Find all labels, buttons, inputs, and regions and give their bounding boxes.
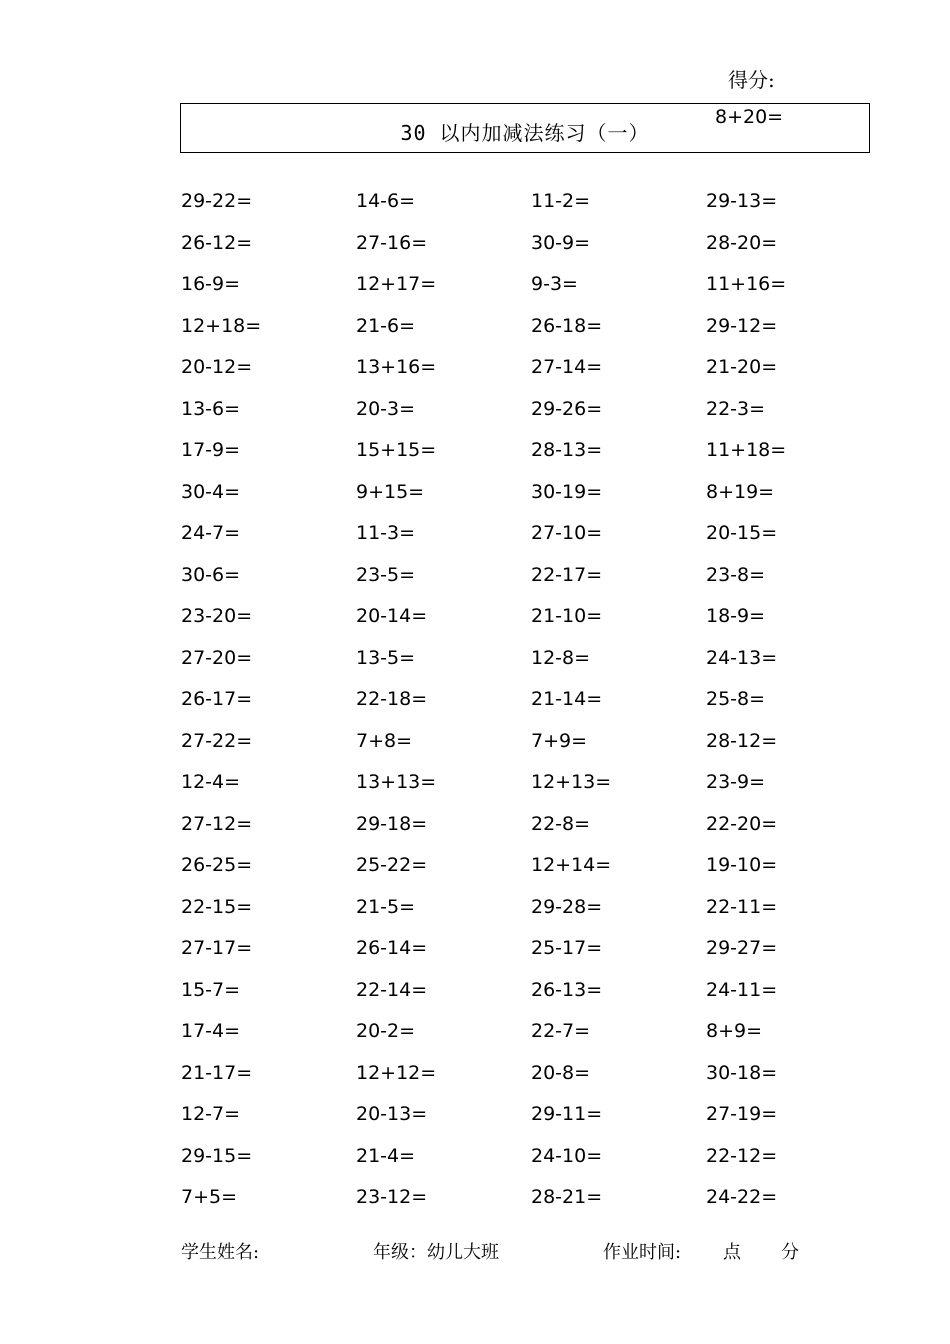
title-box [180,103,870,153]
math-problem: 12+17= [356,273,437,295]
math-problem: 25-22= [356,854,428,876]
math-problem: 28-13= [531,439,603,461]
grade-label: 年级：幼儿大班 [373,1242,499,1263]
math-problem: 12+14= [531,854,612,876]
math-problem: 12-4= [181,771,241,793]
math-problem: 9+15= [356,480,425,503]
math-problem: 20-2= [356,1020,416,1042]
math-problem: 20-13= [356,1103,428,1125]
math-problem: 26-14= [356,937,428,959]
math-problem: 27-20= [181,646,253,669]
problem-grid [181,185,881,1223]
math-problem: 14-6= [356,190,416,212]
problem-row [181,725,881,767]
math-problem: 13-5= [356,646,416,669]
math-problem: 19-10= [706,854,778,876]
minute-label: 分 [781,1242,799,1263]
problem-row [181,974,881,1016]
problem-row [181,351,881,393]
math-problem: 29-12= [706,314,778,337]
math-problem: 8+19= [706,480,775,503]
problem-row [181,559,881,601]
math-problem: 20-3= [356,397,416,420]
math-problem: 28-12= [706,729,778,752]
math-problem: 27-14= [531,356,603,378]
math-problem: 26-25= [181,854,253,876]
math-problem: 29-28= [531,895,603,918]
math-problem: 21-10= [531,605,603,627]
math-problem: 30-19= [531,480,603,503]
math-problem: 21-4= [356,1144,416,1167]
problem-row [181,1140,881,1182]
math-problem: 25-17= [531,937,603,959]
problem-row [181,766,881,808]
math-problem: 29-13= [706,190,778,212]
problem-row [181,227,881,269]
problem-row [181,1181,881,1223]
math-problem: 29-22= [181,190,253,212]
math-problem: 20-14= [356,605,428,627]
math-problem: 25-8= [706,688,766,710]
math-problem: 29-27= [706,937,778,959]
math-problem: 16-9= [181,273,241,295]
math-problem: 27-10= [531,522,603,544]
problem-row [181,891,881,933]
math-problem: 21-20= [706,356,778,378]
math-problem: 24-13= [706,646,778,669]
math-problem: 23-12= [356,1186,428,1208]
math-problem: 26-17= [181,688,253,710]
problem-row [181,434,881,476]
math-problem: 27-19= [706,1103,778,1125]
math-problem: 22-8= [531,812,591,835]
math-problem: 22-15= [181,895,253,918]
math-problem: 21-17= [181,1061,253,1084]
problem-row [181,1015,881,1057]
worksheet-footer [181,1238,871,1266]
math-problem: 8+9= [706,1020,763,1042]
math-problem: 21-5= [356,895,416,918]
math-problem: 28-20= [706,231,778,254]
problem-row [181,1098,881,1140]
math-problem: 21-14= [531,688,603,710]
math-problem: 29-26= [531,397,603,420]
problem-row [181,932,881,974]
math-problem: 24-22= [706,1186,778,1208]
problem-row [181,310,881,352]
hour-label: 点 [723,1242,741,1263]
math-problem: 11+18= [706,439,787,461]
problem-row [181,185,881,227]
math-problem: 7+8= [356,729,413,752]
math-problem: 30-4= [181,480,241,503]
math-problem: 26-13= [531,978,603,1001]
math-problem: 17-9= [181,439,241,461]
math-problem: 18-9= [706,605,766,627]
math-problem: 22-3= [706,397,766,420]
math-problem: 12-7= [181,1103,241,1125]
math-problem: 12+13= [531,771,612,793]
math-problem: 11-2= [531,190,591,212]
math-problem: 24-11= [706,978,778,1001]
math-problem: 22-17= [531,563,603,586]
problem-row [181,1057,881,1099]
math-problem: 27-22= [181,729,253,752]
problem-row [181,517,881,559]
math-problem: 22-14= [356,978,428,1001]
math-problem: 11-3= [356,522,416,544]
problem-row [181,600,881,642]
math-problem: 27-17= [181,937,253,959]
math-problem: 23-8= [706,563,766,586]
math-problem: 30-9= [531,231,591,254]
math-problem: 12+12= [356,1061,437,1084]
math-problem: 17-4= [181,1020,241,1042]
math-problem: 29-18= [356,812,428,835]
math-problem: 21-6= [356,314,416,337]
math-problem: 11+16= [706,273,787,295]
student-name-label: 学生姓名: [181,1242,260,1263]
math-problem: 22-18= [356,688,428,710]
math-problem: 30-18= [706,1061,778,1084]
math-problem: 27-12= [181,812,253,835]
math-problem: 30-6= [181,563,241,586]
math-problem: 12+18= [181,314,262,337]
math-problem: 7+9= [531,729,588,752]
math-problem: 23-20= [181,605,253,627]
math-problem: 20-15= [706,522,778,544]
math-problem: 29-15= [181,1144,253,1167]
problem-row [181,393,881,435]
math-problem: 24-10= [531,1144,603,1167]
math-problem: 20-8= [531,1061,591,1084]
problem-row [181,808,881,850]
math-problem: 23-9= [706,771,766,793]
problem-row [181,683,881,725]
math-problem: 24-7= [181,522,241,544]
math-problem: 15+15= [356,439,437,461]
math-problem: 13+13= [356,771,437,793]
math-problem: 7+5= [181,1186,238,1208]
math-problem: 29-11= [531,1103,603,1125]
problem-row [181,476,881,518]
math-problem: 15-7= [181,978,241,1001]
problem-row [181,849,881,891]
problem-row [181,268,881,310]
math-problem: 26-12= [181,231,253,254]
math-problem: 13+16= [356,356,437,378]
math-problem: 22-11= [706,895,778,918]
math-problem: 22-12= [706,1144,778,1167]
math-problem: 12-8= [531,646,591,669]
math-problem: 28-21= [531,1186,603,1208]
math-problem: 22-20= [706,812,778,835]
problem-row [181,642,881,684]
math-problem: 9-3= [531,273,578,295]
score-label: 得分: [728,68,775,92]
math-problem: 23-5= [356,563,416,586]
math-problem: 26-18= [531,314,603,337]
math-problem: 13-6= [181,397,241,420]
extra-problem: 8+20= [715,106,784,128]
math-problem: 20-12= [181,356,253,378]
math-problem: 22-7= [531,1020,591,1042]
homework-time-label: 作业时间: [603,1242,682,1263]
math-problem: 27-16= [356,231,428,254]
worksheet-title: 30 以内加减法练习（一） [400,121,650,145]
